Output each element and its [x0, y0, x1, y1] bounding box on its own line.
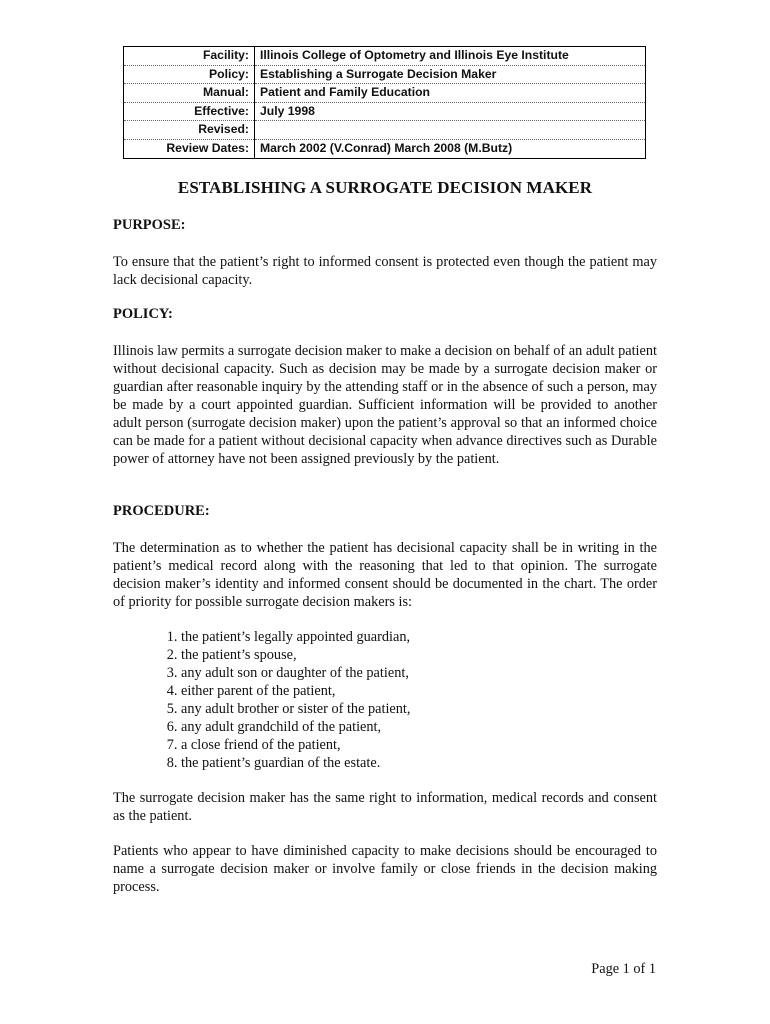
- header-label: Revised:: [124, 121, 255, 140]
- header-label: Effective:: [124, 102, 255, 121]
- header-row-facility: [124, 47, 646, 66]
- purpose-paragraph: To ensure that the patient’s right to informed consent is protected even though the patient may lack decisional capacity.: [113, 254, 657, 288]
- header-value: Illinois College of Optometry and Illinois Eye Institute: [260, 48, 569, 62]
- header-label: Policy:: [124, 65, 255, 84]
- header-value: Establishing a Surrogate Decision Maker: [260, 66, 497, 81]
- header-value: March 2002 (V.Conrad) March 2008 (M.Butz): [260, 140, 513, 155]
- procedure-paragraph: The determination as to whether the patient has decisional capacity shall be in writing in the patient’s medical record along with the reasoning that led to that opinion. The surrogate decision maker’s identity and informed consent should be documented in the chart. The order of priority for possible surrogate decision makers is:: [113, 540, 657, 610]
- surrogate-priority-list: [145, 628, 410, 772]
- header-row-policy: [124, 65, 646, 84]
- header-row-effective: [124, 102, 646, 121]
- encourage-paragraph: Patients who appear to have diminished capacity to make decisions should be encouraged to name a surrogate decision maker or involve family or close friends in the decision making process.: [113, 843, 657, 895]
- list-item: 3. any adult son or daughter of the patient,: [181, 664, 410, 682]
- header-label: Facility:: [124, 47, 255, 66]
- list-item: 5. any adult brother or sister of the patient,: [181, 700, 410, 718]
- list-item: 1. the patient’s legally appointed guardian,: [181, 628, 410, 646]
- list-item: 7. a close friend of the patient,: [181, 736, 410, 754]
- header-row-manual: [124, 84, 646, 103]
- procedure-heading: PROCEDURE:: [113, 503, 210, 519]
- header-row-revised: [124, 121, 646, 140]
- purpose-heading: PURPOSE:: [113, 217, 186, 233]
- header-row-review-dates: [124, 139, 646, 158]
- header-label: Review Dates:: [124, 139, 255, 158]
- list-item: 4. either parent of the patient,: [181, 682, 410, 700]
- header-value: July 1998: [260, 103, 315, 118]
- list-item: 2. the patient’s spouse,: [181, 646, 410, 664]
- policy-header-table: [123, 46, 646, 159]
- header-value: [255, 121, 646, 140]
- policy-heading: POLICY:: [113, 306, 173, 322]
- page-number: Page 1 of 1: [591, 961, 656, 977]
- header-value: Patient and Family Education: [260, 85, 430, 100]
- list-item: 8. the patient’s guardian of the estate.: [181, 754, 410, 772]
- policy-paragraph: Illinois law permits a surrogate decision maker to make a decision on behalf of an adult patient without decisional capacity. Such as decision may be made by a surrogate decision maker or guardian after reasonable inquiry by the attending staff or in the absence of such a person, may be made by a court appointed guardian. Sufficient information will be provided to another adult person (surrogate decision maker) upon the patient’s approval so that an informed choice can be made for a patient without decisional capacity when advance directives such as Durable power of attorney have not been assigned previously by the patient.: [113, 343, 657, 467]
- document-title: ESTABLISHING A SURROGATE DECISION MAKER: [177, 178, 593, 197]
- list-item: 6. any adult grandchild of the patient,: [181, 718, 410, 736]
- rights-paragraph: The surrogate decision maker has the same right to information, medical records and consent as the patient.: [113, 790, 657, 824]
- header-label: Manual:: [124, 84, 255, 103]
